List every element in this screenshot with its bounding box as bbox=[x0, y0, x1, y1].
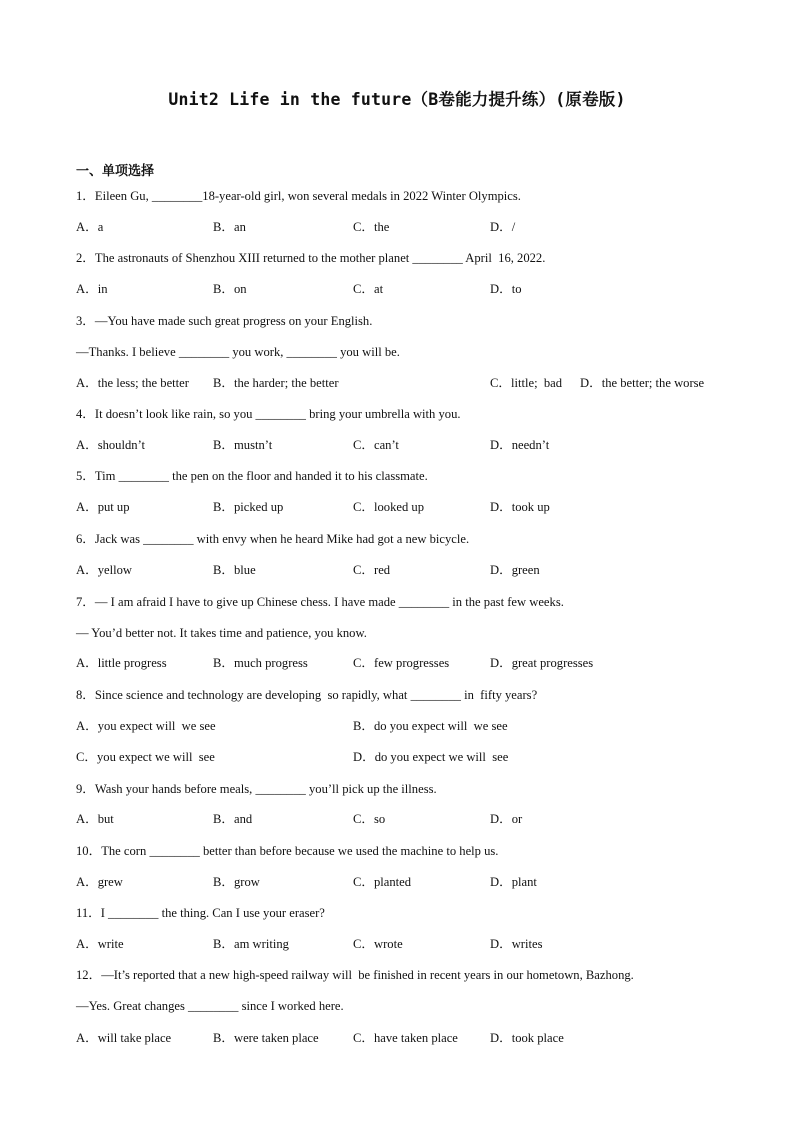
question-8-option-a: A．you expect will we see bbox=[76, 719, 216, 733]
question-9-option-b: B．and bbox=[213, 812, 253, 826]
question-10-option-d: D．plant bbox=[490, 875, 537, 889]
question-2-option-d: D．to bbox=[490, 282, 522, 296]
question-1-option-c: C．the bbox=[353, 220, 390, 234]
question-7-option-a: A．little progress bbox=[76, 656, 167, 670]
question-1-option-b: B．an bbox=[213, 220, 246, 234]
question-7-stem: 7．— I am afraid I have to give up Chinese chess. I have made ________ in the past few weeks. bbox=[76, 595, 564, 609]
question-11-option-b: B．am writing bbox=[213, 937, 289, 951]
question-12-stem-reply: —Yes. Great changes ________ since I worked here. bbox=[76, 999, 344, 1013]
question-12-option-d: D．took place bbox=[490, 1031, 564, 1045]
question-8-option-b: B．do you expect will we see bbox=[353, 719, 508, 733]
question-3-option-d: D．the better; the worse bbox=[580, 376, 705, 390]
question-7-stem-reply: — You’d better not. It takes time and patience, you know. bbox=[76, 626, 367, 640]
question-3-stem: 3．—You have made such great progress on your English. bbox=[76, 314, 373, 328]
question-8-option-c: C．you expect we will see bbox=[76, 750, 215, 764]
question-4-stem: 4．It doesn’t look like rain, so you ________ bring your umbrella with you. bbox=[76, 407, 461, 421]
question-11-option-c: C．wrote bbox=[353, 937, 403, 951]
question-11-option-d: D．writes bbox=[490, 937, 543, 951]
question-4-option-b: B．mustn’t bbox=[213, 438, 273, 452]
question-3-stem-reply: —Thanks. I believe ________ you work, ________ you will be. bbox=[76, 345, 400, 359]
question-9-option-a: A．but bbox=[76, 812, 114, 826]
question-7-option-c: C．few progresses bbox=[353, 656, 450, 670]
question-8-option-d: D．do you expect we will see bbox=[353, 750, 509, 764]
question-5-option-a: A．put up bbox=[76, 500, 130, 514]
question-5-option-d: D．took up bbox=[490, 500, 550, 514]
question-5-option-b: B．picked up bbox=[213, 500, 284, 514]
question-12-option-a: A．will take place bbox=[76, 1031, 172, 1045]
question-10-stem: 10．The corn ________ better than before because we used the machine to help us. bbox=[76, 844, 499, 858]
question-6-option-b: B．blue bbox=[213, 563, 256, 577]
question-1-stem: 1．Eileen Gu, ________18-year-old girl, won several medals in 2022 Winter Olympics. bbox=[76, 189, 521, 203]
question-12-stem: 12．—It’s reported that a new high-speed railway will be finished in recent years in our hometown, Bazhong. bbox=[76, 968, 634, 982]
question-12-option-c: C．have taken place bbox=[353, 1031, 458, 1045]
question-2-stem: 2．The astronauts of Shenzhou XIII returned to the mother planet ________ April 16, 2022. bbox=[76, 251, 546, 265]
question-4-option-d: D．needn’t bbox=[490, 438, 550, 452]
question-9-option-c: C．so bbox=[353, 812, 386, 826]
question-2-option-c: C．at bbox=[353, 282, 384, 296]
question-3-option-b: B．the harder; the better bbox=[213, 376, 339, 390]
question-4-option-a: A．shouldn’t bbox=[76, 438, 146, 452]
question-6-stem: 6．Jack was ________ with envy when he heard Mike had got a new bicycle. bbox=[76, 532, 470, 546]
question-7-option-d: D．great progresses bbox=[490, 656, 594, 670]
section-heading: 一、单项选择 bbox=[76, 164, 155, 179]
question-9-option-d: D．or bbox=[490, 812, 523, 826]
question-6-option-a: A．yellow bbox=[76, 563, 132, 577]
question-2-option-b: B．on bbox=[213, 282, 247, 296]
question-10-option-b: B．grow bbox=[213, 875, 260, 889]
question-11-stem: 11．I ________ the thing. Can I use your eraser? bbox=[76, 906, 325, 920]
question-6-option-c: C．red bbox=[353, 563, 391, 577]
question-11-option-a: A．write bbox=[76, 937, 124, 951]
question-6-option-d: D．green bbox=[490, 563, 540, 577]
question-10-option-a: A．grew bbox=[76, 875, 123, 889]
question-12-option-b: B．were taken place bbox=[213, 1031, 319, 1045]
question-10-option-c: C．planted bbox=[353, 875, 412, 889]
question-7-option-b: B．much progress bbox=[213, 656, 308, 670]
question-3-option-c: C．little; bad bbox=[490, 376, 563, 390]
question-1-option-a: A．a bbox=[76, 220, 104, 234]
question-2-option-a: A．in bbox=[76, 282, 108, 296]
question-3-option-a: A．the less; the better bbox=[76, 376, 189, 390]
question-5-stem: 5．Tim ________ the pen on the floor and handed it to his classmate. bbox=[76, 469, 428, 483]
question-1-option-d: D．/ bbox=[490, 220, 516, 234]
question-5-option-c: C．looked up bbox=[353, 500, 425, 514]
question-9-stem: 9．Wash your hands before meals, ________ you’ll pick up the illness. bbox=[76, 782, 437, 796]
question-8-stem: 8．Since science and technology are developing so rapidly, what ________ in fifty years? bbox=[76, 688, 538, 702]
question-4-option-c: C．can’t bbox=[353, 438, 399, 452]
page-title: Unit2 Life in the future（B卷能力提升练）(原卷版) bbox=[168, 90, 626, 109]
